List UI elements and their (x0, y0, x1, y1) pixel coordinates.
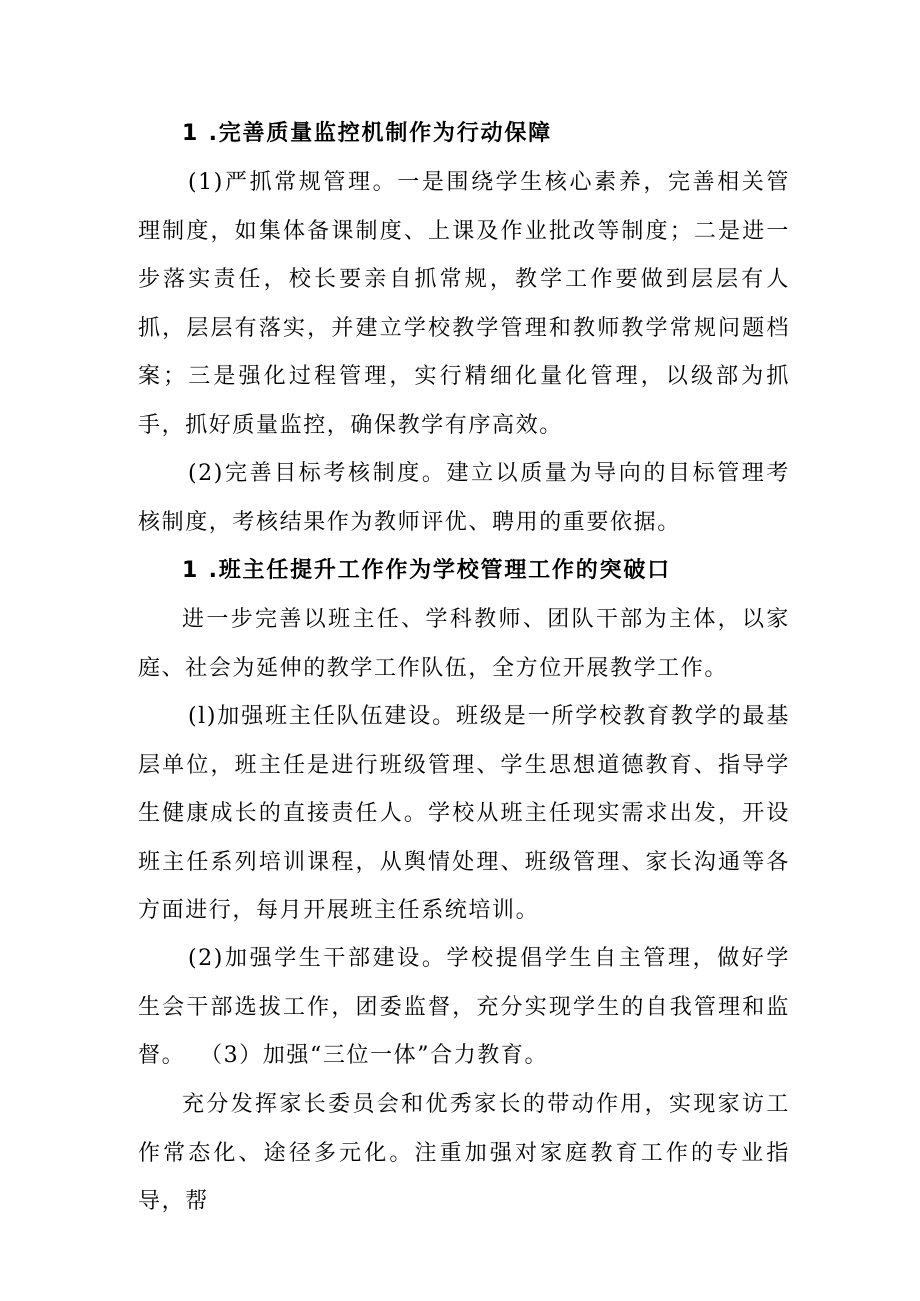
paragraph-class-teacher-team: (l)加强班主任队伍建设。班级是一所学校教育教学的最基层单位，班主任是进行班级管理、学生思想道德教育、指导学生健康成长的直接责任人。学校从班主任现实需求出发，开设班主任系列培训课程，从舆情处理、班级管理、家长沟通等各方面进行，每月开展班主任系统培训。 (138, 704, 790, 923)
paragraph-parent-committee: 充分发挥家长委员会和优秀家长的带动作用，实现家访工作常态化、途径多元化。注重加强对家庭教育工作的专业指导，帮 (138, 1092, 790, 1214)
paragraph-student-cadre: (2)加强学生干部建设。学校提倡学生自主管理，做好学生会干部选拔工作，团委监督，充分实现学生的自我管理和监督。 (138, 946, 790, 1068)
paragraph-target-assessment: (2)完善目标考核制度。建立以质量为导向的目标管理考核制度，考核结果作为教师评优、聘用的重要依据。 (138, 461, 790, 535)
paragraph-trinity-education: （3）加强“三位一体”合力教育。 (200, 1043, 549, 1068)
paragraph-routine-management: (1)严抓常规管理。一是围绕学生核心素养，完善相关管理制度，如集体备课制度、上课及作业批改等制度；二是进一步落实责任，校长要亲自抓常规，教学工作要做到层层有人抓，层层有落实，并建立学校教学管理和教师教学常规问题档案；三是强化过程管理，实行精细化量化管理，以级部为抓手，抓好质量监控，确保教学有序高效。 (138, 170, 790, 438)
section-heading-class-teacher: 1 .班主任提升工作作为学校管理工作的突破口 (182, 558, 671, 583)
paragraph-teaching-team: 进一步完善以班主任、学科教师、团队干部为主体，以家庭、社会为延伸的教学工作队伍，全方位开展教学工作。 (138, 607, 790, 681)
section-heading-quality-monitoring: 1 .完善质量监控机制作为行动保障 (182, 121, 552, 146)
